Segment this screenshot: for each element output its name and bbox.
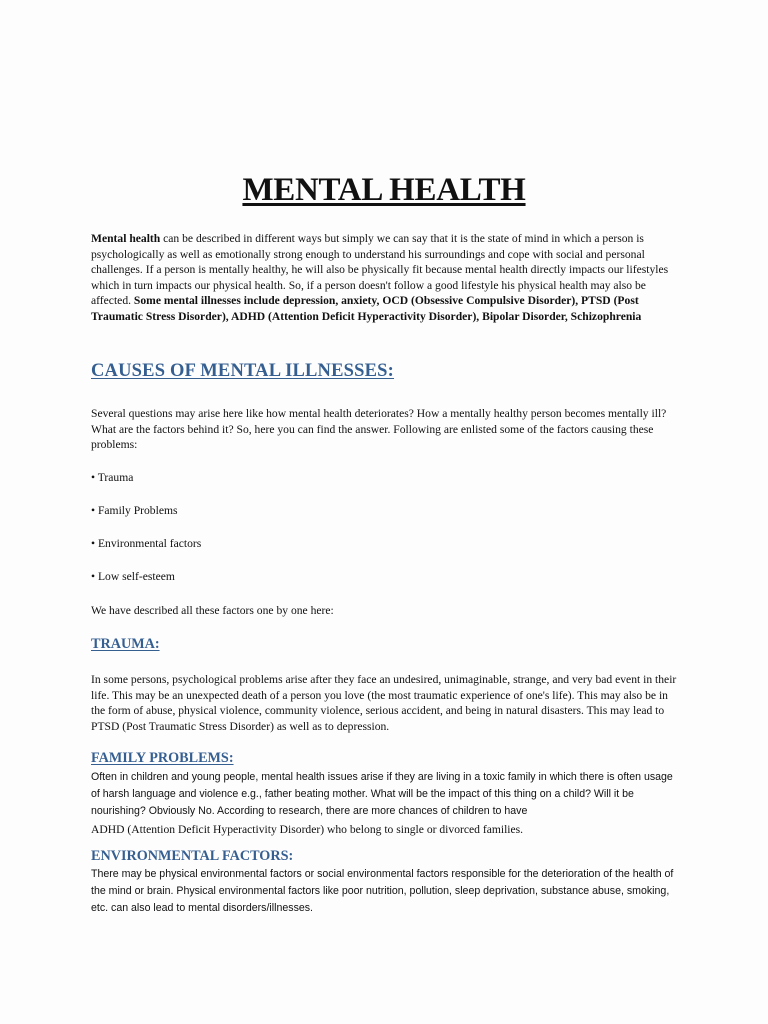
intro-bold-tail: Some mental illnesses include depression, anxiety, OCD (Obsessive Compulsive Disorder), PTSD (Post Traumatic Stress Disorder), ADHD (Attention Deficit Hyperactivity Disorder), Bipolar Disorder, Schizophrenia [91, 294, 642, 323]
bullet-family-problems: • Family Problems [91, 504, 178, 517]
bullet-environmental-factors: • Environmental factors [91, 537, 202, 550]
family-text-serif: ADHD (Attention Deficit Hyperactivity Disorder) who belong to single or divorced families. [91, 822, 524, 836]
intro-paragraph [91, 231, 683, 324]
intro-text: can be described in different ways but simply we can say that it is the state of mind in which a person is psychologically as well as emotionally strong enough to understand his surroundings and cope with social and personal challenges. If a person is mentally healthy, he will also be physically fit because mental health directly impacts our lifestyles which in turn impacts our physical health. So, if a person doesn't follow a good lifestyle his physical health may also be affected. [91, 232, 669, 307]
causes-outro: We have described all these factors one by one here: [91, 604, 334, 617]
bullet-low-self-esteem: • Low self-esteem [91, 570, 175, 583]
environment-paragraph: There may be physical environmental factors or social environmental factors responsible for the deterioration of the health of the mind or brain. Physical environmental factors like poor nutrition, pollution, sleep deprivation, substance abuse, smoking, etc. can also lead to mental disorders/illnesses. [91, 868, 674, 915]
environment-heading: ENVIRONMENTAL FACTORS: [91, 848, 294, 864]
trauma-heading: TRAUMA: [91, 636, 160, 652]
trauma-paragraph: In some persons, psychological problems arise after they face an undesired, unimaginable, strange, and very bad event in their life. This may be an unexpected death of a person you love (the most traumatic experience of one's life). This may also be in the form of abuse, physical violence, community violence, serious accident, and being in natural disasters. This may lead to PTSD (Post Traumatic Stress Disorder) as well as to depression. [91, 673, 677, 733]
causes-intro: Several questions may arise here like how mental health deteriorates? How a mentally healthy person becomes mentally ill? What are the factors behind it? So, here you can find the answer. Following are enlisted some of the factors causing these problems: [91, 407, 667, 451]
family-text: Often in children and young people, mental health issues arise if they are living in a toxic family in which there is often usage of harsh language and violence e.g., father beating mother. What will be the impact of this thing on a child? Will it be nourishing? Obviously No. According to research, there are more chances of children to have [91, 771, 673, 818]
family-paragraph [91, 769, 683, 838]
bullet-trauma: • Trauma [91, 471, 134, 484]
family-heading: FAMILY PROBLEMS: [91, 750, 234, 766]
page-title: MENTAL HEALTH [242, 172, 526, 208]
causes-heading: CAUSES OF MENTAL ILLNESSES: [91, 361, 395, 381]
intro-lead: Mental health [91, 232, 161, 245]
